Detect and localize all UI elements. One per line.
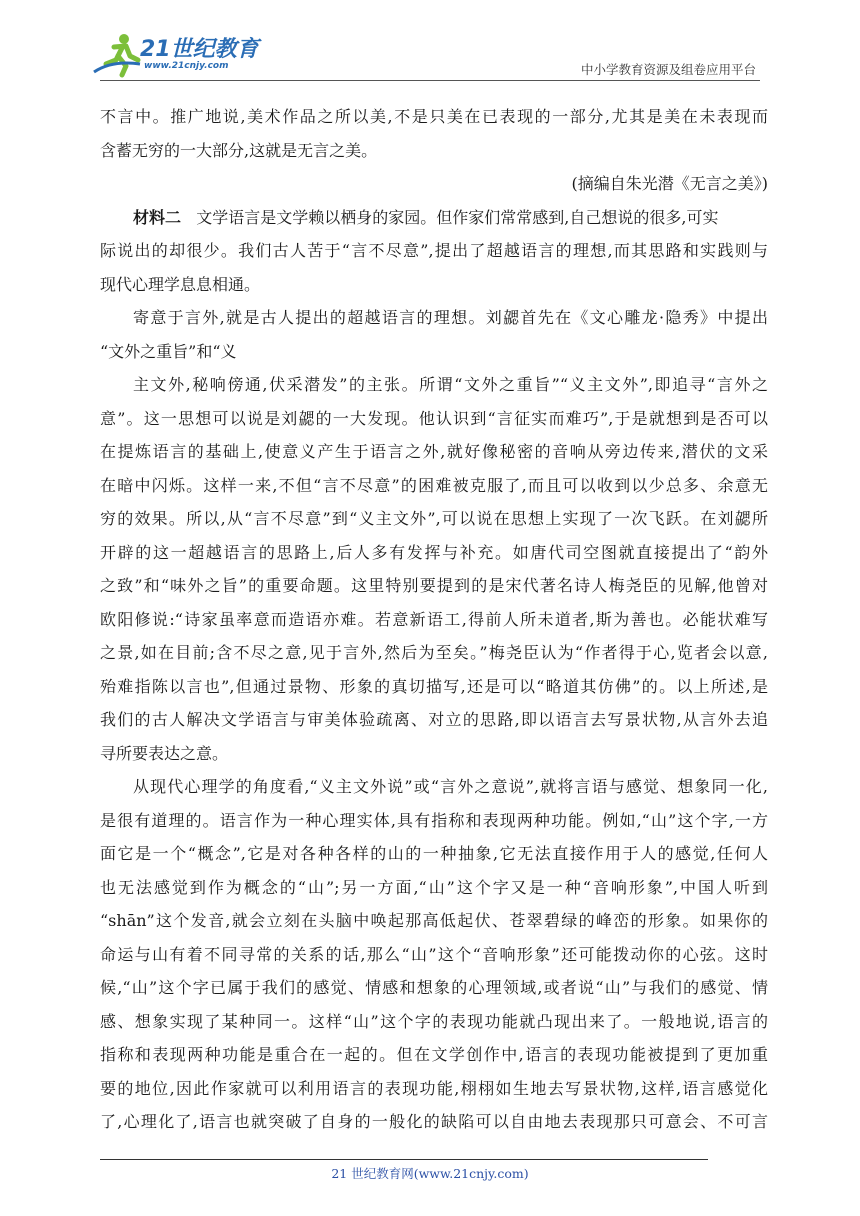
- text-line: 候,“山”这个字已属于我们的感觉、情感和想象的心理领域,或者说“山”与我们的感觉、情: [100, 978, 768, 997]
- text-line: 之致”和“味外之旨”的重要命题。这里特别要提到的是宋代著名诗人梅尧臣的见解,他曾对: [100, 576, 768, 595]
- text-line: 我们的古人解决文学语言与审美体验疏离、对立的思路,即以语言去写景状物,从言外去追: [100, 710, 768, 729]
- text-line: 意”。这一思想可以说是刘勰的一大发现。他认识到“言征实而难巧”,于是就想到是否可以: [100, 408, 768, 428]
- platform-label: 中小学教育资源及组卷应用平台: [580, 62, 756, 77]
- text-line: 指称和表现两种功能是重合在一起的。但在文学创作中,语言的表现功能被提到了更加重: [100, 1045, 768, 1064]
- text-line: 感、想象实现了某种同一。这样“山”这个字的表现功能就凸现出来了。一般地说,语言的: [100, 1011, 768, 1031]
- logo-text: 21世纪教育: [140, 37, 259, 62]
- text-line: 文学语言是文学赖以栖身的家园。但作家们常常感到,自己想说的很多,可实: [196, 207, 719, 227]
- header-divider: [100, 80, 760, 81]
- material-two-first-line: [100, 201, 768, 235]
- text-line: 不言中。推广地说,美术作品之所以美,不是只美在已表现的一部分,尤其是美在未表现而: [100, 107, 768, 126]
- text-line: 开辟的这一超越语言的思路上,后人多有发挥与补充。如唐代司空图就直接提出了“韵外: [100, 542, 768, 562]
- text-line: 也无法感觉到作为概念的“山”;另一方面,“山”这个字又是一种“音响形象”,中国人听到: [100, 877, 768, 897]
- text-line: 殆难指陈以言也”,但通过景物、形象的真切描写,还是可以“略道其仿佛”的。以上所述,是: [100, 676, 768, 696]
- page-footer: 21 世纪教育网(www.21cnjy.com): [331, 1166, 529, 1181]
- text-line: 现代心理学息息相通。: [100, 274, 261, 294]
- text-line: 面它是一个“概念”,它是对各种各样的山的一种抽象,它无法直接作用于人的感觉,任何人: [100, 844, 768, 863]
- page-header: [0, 0, 860, 86]
- text-line: “shān”这个发音,就会立刻在头脑中唤起那高低起伏、苍翠碧绿的峰峦的形象。如果你的: [100, 911, 768, 930]
- text-line: 是很有道理的。语言作为一种心理实体,具有指称和表现两种功能。例如,“山”这个字,一方: [100, 810, 768, 830]
- text-line: 之景,如在目前;含不尽之意,见于言外,然后为至矣。”梅尧臣认为“作者得于心,览者会以意,: [100, 643, 768, 662]
- text-line: 穷的效果。所以,从“言不尽意”到“义主文外”,可以说在思想上实现了一次飞跃。在刘勰所: [100, 509, 768, 528]
- runner-logo-icon: [92, 30, 142, 78]
- footer-divider: [100, 1159, 708, 1160]
- source-citation: (摘编自朱光潜《无言之美》): [571, 174, 768, 193]
- text-line: 了,心理化了,语言也就突破了自身的一般化的缺陷可以自由地去表现那只可意会、不可言: [100, 1112, 768, 1131]
- text-line: 际说出的却很少。我们古人苦于“言不尽意”,提出了超越语言的理想,而其思路和实践则与: [100, 241, 768, 260]
- material-label: 材料二: [133, 207, 182, 227]
- text-line: “文外之重旨”和“义: [100, 341, 237, 361]
- text-line: 寄意于言外,就是古人提出的超越语言的理想。刘勰首先在《文心雕龙·隐秀》中提出: [133, 308, 768, 327]
- text-line: 主文外,秘响傍通,伏采潜发”的主张。所谓“文外之重旨”“义主文外”,即追寻“言外之: [133, 375, 768, 394]
- text-line: 要的地位,因此作家就可以利用语言的表现功能,栩栩如生地去写景状物,这样,语言感觉化: [100, 1078, 768, 1098]
- logo: [92, 30, 262, 80]
- text-line: 欧阳修说:“诗家虽率意而造语亦难。若意新语工,得前人所未道者,斯为善也。必能状难写: [100, 609, 768, 629]
- text-line: 含蓄无穷的一大部分,这就是无言之美。: [100, 140, 378, 160]
- article-body: [100, 100, 768, 1139]
- logo-url: www.21cnjy.com: [144, 61, 229, 71]
- text-line: 从现代心理学的角度看,“义主文外说”或“言外之意说”,就将言语与感觉、想象同一化,: [133, 777, 768, 796]
- text-line: 寻所要表达之意。: [100, 743, 229, 763]
- text-line: 在暗中闪烁。这样一来,不但“言不尽意”的困难被克服了,而且可以收到以少总多、余意无: [100, 475, 768, 495]
- text-line: 命运与山有着不同寻常的关系的话,那么“山”这个“音响形象”还可能拨动你的心弦。这时: [100, 944, 768, 964]
- text-line: 在提炼语言的基础上,使意义产生于语言之外,就好像秘密的音响从旁边传来,潜伏的文采: [100, 442, 768, 461]
